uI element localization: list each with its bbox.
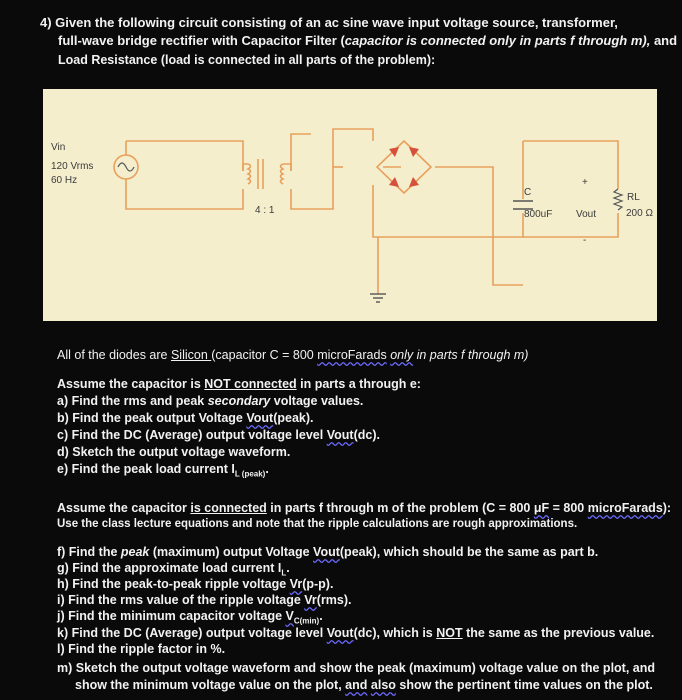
part2-h: h) Find the peak-to-peak ripple voltage Vr(p-p). [57,577,334,591]
circuit-schematic [43,89,657,321]
part2-intro: Assume the capacitor is connected in parts f through m of the problem (C = 800 μF = 800 microFarads): [57,501,672,515]
vout-plus: + [582,177,588,188]
ac-source-icon [114,155,138,179]
problem-title-line1: 4) Given the following circuit consisting of an ac sine wave input voltage source, transformer, [40,15,618,30]
problem-title-line2: full-wave bridge rectifier with Capacitor Filter (capacitor is connected only in parts f through m), and [58,33,678,48]
vout-label: Vout [576,209,597,220]
part2-f: f) Find the peak (maximum) output Voltage Vout(peak), which should be the same as part b. [57,545,599,559]
part2-m-line1: m) Sketch the output voltage waveform and show the peak (maximum) voltage value on the plot, and [57,661,656,675]
ground-icon [370,294,386,302]
part1-c: c) Find the DC (Average) output voltage level Vout(dc). [57,428,380,442]
part1-d: d) Sketch the output voltage waveform. [57,445,291,459]
part2-l: l) Find the ripple factor in %. [57,642,226,656]
vin-frequency: 60 Hz [51,175,78,186]
resistor-icon [614,189,622,210]
capacitor-value: 800uF [524,209,553,220]
part2-g: g) Find the approximate load current $I_L$. [57,561,290,578]
part1-e: e) Find the peak load current $I_{L (peak)}$. [57,462,269,479]
part1-a: a) Find the rms and peak secondary voltage values. [57,394,364,408]
part2-m-line2: show the minimum voltage value on the plot, and also show the pertinent time values on the plot. [75,678,653,692]
transformer-icon [243,159,291,189]
part2-i: i) Find the rms value of the ripple voltage Vr(rms). [57,593,352,607]
part2-j: j) Find the minimum capacitor voltage $V_{C(min)}$. [57,609,323,626]
turns-ratio: 4 : 1 [255,205,275,216]
circuit-diagram [43,89,657,321]
capacitor-label: C [524,187,532,198]
part2-k: k) Find the DC (Average) output voltage level Vout(dc), which is NOT the same as the previous value. [57,626,655,640]
part1-b: b) Find the peak output Voltage Vout(peak). [57,411,314,425]
rl-value: 200 Ω [626,208,653,219]
part1-intro: Assume the capacitor is NOT connected in parts a through e: [57,377,421,391]
capacitor-icon [513,201,533,209]
vin-label: Vin [51,142,66,153]
vout-minus: - [583,235,587,246]
problem-title-line3: Load Resistance (load is connected in all parts of the problem): [58,53,436,67]
vin-rms: 120 Vrms [51,161,94,172]
diodes-note: All of the diodes are Silicon (capacitor C = 800 microFarads only in parts f through m) [57,348,529,362]
part2-note: Use the class lecture equations and note that the ripple calculations are rough approximations. [57,518,578,530]
rl-label: RL [627,192,640,203]
